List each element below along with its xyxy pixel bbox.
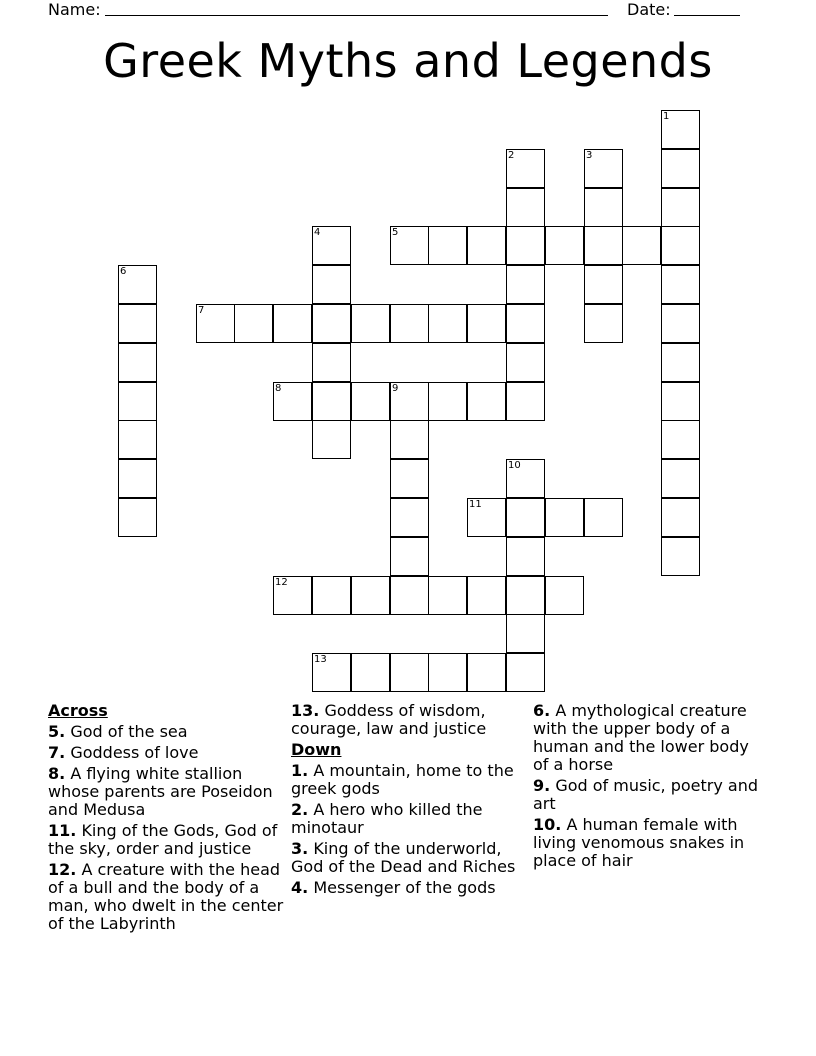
clue-text: A mountain, home to the greek gods: [291, 761, 514, 798]
grid-cell[interactable]: [506, 265, 545, 304]
cell-number: 6: [120, 266, 127, 277]
grid-cell[interactable]: [351, 304, 390, 343]
date-label: Date:: [627, 0, 671, 19]
grid-cell[interactable]: [118, 265, 157, 304]
across-heading: Across: [48, 701, 108, 720]
cell-number: 3: [586, 150, 593, 161]
grid-cell[interactable]: [118, 459, 157, 498]
grid-cell[interactable]: [661, 226, 700, 265]
grid-cell[interactable]: [428, 304, 467, 343]
cell-number: 7: [198, 305, 205, 316]
clue-number: 11.: [48, 821, 77, 840]
grid-cell[interactable]: [584, 304, 623, 343]
grid-cell[interactable]: [312, 576, 351, 615]
grid-cell[interactable]: [661, 265, 700, 304]
grid-cell[interactable]: [390, 304, 429, 343]
grid-cell[interactable]: [390, 420, 429, 459]
cell-number: 2: [508, 150, 515, 161]
grid-cell[interactable]: [273, 304, 312, 343]
down-clue-2: [291, 801, 527, 837]
grid-cell[interactable]: [545, 226, 584, 265]
grid-cell[interactable]: [118, 420, 157, 459]
grid-cell[interactable]: [584, 188, 623, 227]
clue-text: A human female with living venomous snakes in place of hair: [533, 815, 745, 870]
grid-cell[interactable]: [506, 459, 545, 498]
grid-cell[interactable]: [467, 498, 506, 537]
grid-cell[interactable]: [273, 382, 312, 421]
cell-number: 8: [275, 383, 282, 394]
clue-text: Goddess of love: [70, 743, 199, 762]
clue-text: God of the sea: [70, 722, 188, 741]
grid-cell[interactable]: [467, 653, 506, 692]
grid-cell[interactable]: [118, 304, 157, 343]
grid-cell[interactable]: [234, 304, 273, 343]
grid-cell[interactable]: [506, 537, 545, 576]
grid-cell[interactable]: [390, 498, 429, 537]
clue-number: 3.: [291, 839, 309, 858]
grid-cell[interactable]: [584, 498, 623, 537]
grid-cell[interactable]: [584, 226, 623, 265]
grid-cell[interactable]: [273, 576, 312, 615]
cell-number: 1: [663, 111, 670, 122]
clue-text: Goddess of wisdom, courage, law and justice: [291, 701, 487, 738]
grid-cell[interactable]: [661, 498, 700, 537]
clue-number: 6.: [533, 701, 551, 720]
clue-column-1: [48, 702, 284, 936]
grid-cell[interactable]: [312, 265, 351, 304]
across-clue-7: [48, 744, 284, 762]
down-clue-9: [533, 777, 769, 813]
grid-cell[interactable]: [428, 653, 467, 692]
grid-cell[interactable]: [312, 343, 351, 382]
grid-cell[interactable]: [584, 149, 623, 188]
clue-text: King of the underworld, God of the Dead and Riches: [291, 839, 516, 876]
grid-cell[interactable]: [506, 382, 545, 421]
down-heading: Down: [291, 740, 342, 759]
grid-cell[interactable]: [506, 149, 545, 188]
grid-cell[interactable]: [506, 653, 545, 692]
cell-number: 11: [469, 499, 482, 510]
cell-number: 9: [392, 383, 399, 394]
clue-text: A mythological creature with the upper body of a human and the lower body of a horse: [533, 701, 749, 774]
name-label: Name:: [48, 0, 101, 19]
grid-cell[interactable]: [506, 498, 545, 537]
grid-cell[interactable]: [467, 576, 506, 615]
grid-cell[interactable]: [661, 304, 700, 343]
across-clue-11: [48, 822, 284, 858]
grid-cell[interactable]: [351, 576, 390, 615]
grid-cell[interactable]: [661, 343, 700, 382]
clue-number: 1.: [291, 761, 309, 780]
grid-cell[interactable]: [118, 382, 157, 421]
grid-cell[interactable]: [467, 382, 506, 421]
grid-cell[interactable]: [390, 382, 429, 421]
grid-cell[interactable]: [661, 149, 700, 188]
grid-cell[interactable]: [661, 110, 700, 149]
grid-cell[interactable]: [506, 576, 545, 615]
grid-cell[interactable]: [545, 576, 584, 615]
grid-cell[interactable]: [312, 420, 351, 459]
grid-cell[interactable]: [390, 576, 429, 615]
clue-text: A flying white stallion whose parents are Poseidon and Medusa: [48, 764, 273, 819]
cell-number: 5: [392, 227, 399, 238]
clue-text: Messenger of the gods: [313, 878, 496, 897]
down-clue-10: [533, 816, 769, 870]
grid-cell[interactable]: [390, 459, 429, 498]
clue-text: A hero who killed the minotaur: [291, 800, 483, 837]
clue-number: 4.: [291, 878, 309, 897]
down-clue-4: [291, 879, 527, 897]
clue-number: 13.: [291, 701, 320, 720]
cell-number: 13: [314, 654, 327, 665]
grid-cell[interactable]: [118, 498, 157, 537]
grid-cell[interactable]: [661, 459, 700, 498]
grid-cell[interactable]: [661, 188, 700, 227]
clue-number: 10.: [533, 815, 562, 834]
clue-number: 12.: [48, 860, 77, 879]
grid-cell[interactable]: [312, 304, 351, 343]
grid-cell[interactable]: [428, 382, 467, 421]
grid-cell[interactable]: [351, 382, 390, 421]
grid-cell[interactable]: [661, 382, 700, 421]
across-clue-8: [48, 765, 284, 819]
cell-number: 4: [314, 227, 321, 238]
clue-column-2: [291, 702, 527, 900]
grid-cell[interactable]: [661, 420, 700, 459]
clue-text: King of the Gods, God of the sky, order and justice: [48, 821, 278, 858]
grid-cell[interactable]: [428, 226, 467, 265]
grid-cell[interactable]: [467, 304, 506, 343]
grid-cell[interactable]: [428, 576, 467, 615]
grid-cell[interactable]: [467, 226, 506, 265]
grid-cell[interactable]: [390, 226, 429, 265]
across-clue-13: [291, 702, 527, 738]
grid-cell[interactable]: [390, 653, 429, 692]
grid-cell[interactable]: [622, 226, 661, 265]
clue-text: God of music, poetry and art: [533, 776, 759, 813]
across-clue-5: [48, 723, 284, 741]
down-clue-3: [291, 840, 527, 876]
page-title: Greek Myths and Legends: [103, 34, 713, 88]
grid-cell[interactable]: [506, 188, 545, 227]
clue-number: 7.: [48, 743, 66, 762]
grid-cell[interactable]: [390, 537, 429, 576]
grid-cell[interactable]: [506, 226, 545, 265]
grid-cell[interactable]: [584, 265, 623, 304]
grid-cell[interactable]: [506, 343, 545, 382]
cell-number: 12: [275, 577, 288, 588]
grid-cell[interactable]: [351, 653, 390, 692]
grid-cell[interactable]: [196, 304, 235, 343]
grid-cell[interactable]: [506, 304, 545, 343]
grid-cell[interactable]: [312, 382, 351, 421]
across-clue-12: [48, 861, 284, 933]
clue-number: 9.: [533, 776, 551, 795]
clue-number: 8.: [48, 764, 66, 783]
grid-cell[interactable]: [312, 653, 351, 692]
grid-cell[interactable]: [506, 614, 545, 653]
grid-cell[interactable]: [118, 343, 157, 382]
clue-column-3: [533, 702, 769, 873]
grid-cell[interactable]: [312, 226, 351, 265]
clue-number: 5.: [48, 722, 66, 741]
clue-number: 2.: [291, 800, 309, 819]
grid-cell[interactable]: [661, 537, 700, 576]
grid-cell[interactable]: [545, 498, 584, 537]
down-clue-1: [291, 762, 527, 798]
cell-number: 10: [508, 460, 521, 471]
clue-text: A creature with the head of a bull and the body of a man, who dwelt in the center of the Labyrinth: [48, 860, 284, 933]
down-clue-6: [533, 702, 769, 774]
